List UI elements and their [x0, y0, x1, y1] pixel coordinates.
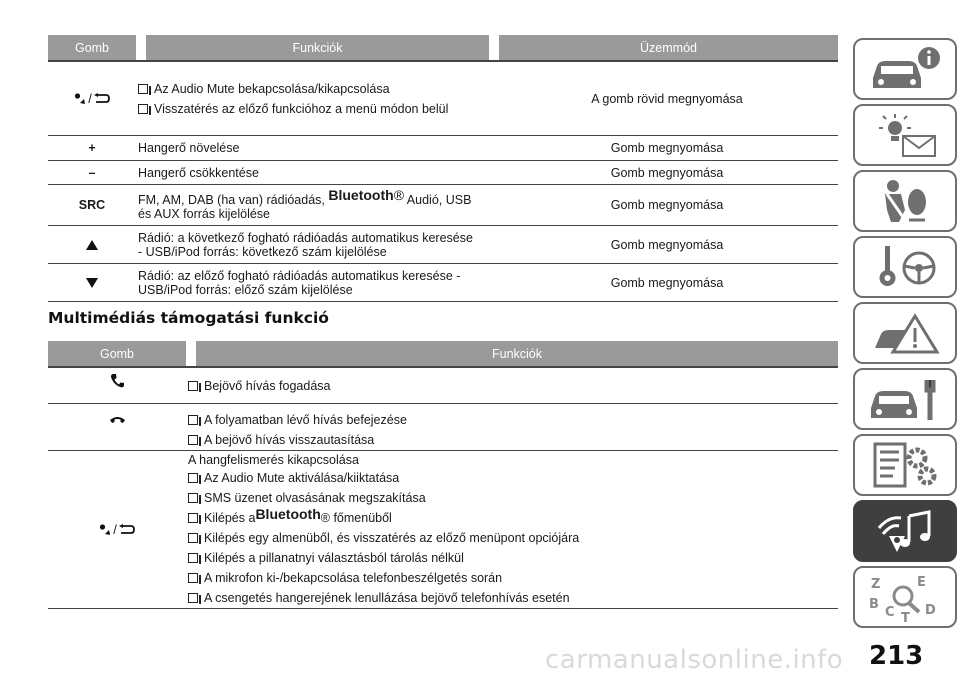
triangle-up-icon — [86, 240, 98, 250]
button-cell — [48, 91, 136, 106]
key-steering-wheel-icon — [865, 242, 945, 292]
bullet-box — [188, 493, 198, 503]
function-cell: Rádió: a következő fogható rádióadás automatikus keresése - USB/iPod forrás: következő szám kijelölése — [138, 230, 473, 259]
header-gomb: Gomb — [48, 341, 186, 366]
plus-button-label: + — [88, 141, 96, 155]
bullet-box — [188, 415, 198, 425]
table-row — [48, 185, 838, 226]
table-row — [48, 451, 838, 609]
list-item: A folyamatban lévő hívás befejezése — [188, 410, 838, 430]
list-item: A csengetés hangerejének lenullázása bejövő telefonhívás esetén — [188, 588, 838, 608]
mode-cell: Gomb megnyomása — [610, 141, 724, 155]
mode-cell: Gomb megnyomása — [610, 237, 724, 252]
index-letter-e: E — [917, 575, 926, 590]
header-gomb: Gomb — [48, 35, 136, 60]
header-uzemmod: Üzemmód — [499, 35, 838, 60]
button-cell — [48, 404, 186, 424]
table-row — [48, 60, 838, 136]
list-item: Az Audio Mute aktiválása/kiiktatása — [188, 468, 838, 488]
table-row — [48, 161, 838, 185]
function-cell: Hangerő növelése — [138, 141, 240, 155]
nav-technical-data[interactable] — [853, 434, 957, 496]
function-cell — [186, 368, 838, 396]
nav-starting-driving[interactable] — [853, 236, 957, 298]
function-cell — [136, 79, 496, 119]
nav-safety[interactable] — [853, 170, 957, 232]
multimedia-table — [48, 341, 838, 609]
slash-text: / — [88, 91, 92, 106]
watermark: carmanualsonline.info — [545, 645, 844, 675]
buttons-table — [48, 35, 838, 302]
voice-back-symbol — [99, 522, 135, 537]
specs-gears-icon — [865, 440, 945, 490]
list-item: Kilépés egy almenüből, és visszatérés az előző menüpont opciójára — [188, 528, 838, 548]
bullet-box — [188, 593, 198, 603]
src-button-label: SRC — [78, 198, 106, 212]
voice-icon — [99, 523, 111, 536]
back-arrow-icon — [119, 524, 135, 535]
header-funkciok: Funkciók — [196, 341, 838, 366]
table-row — [48, 136, 838, 161]
bullet-box — [188, 513, 198, 523]
header-funkciok: Funkciók — [146, 35, 489, 60]
list-item: Kilépés a pillanatnyi választásból tárolás nélkül — [188, 548, 838, 568]
bullet-box — [188, 573, 198, 583]
bullet-box — [188, 381, 198, 391]
section-title: Multimédiás támogatási funkció — [48, 309, 329, 327]
car-service-icon — [865, 374, 945, 424]
triangle-down-icon — [86, 278, 98, 288]
list-item: Visszatérés az előző funkcióhoz a menü módon belül — [138, 99, 496, 119]
nav-index[interactable] — [853, 566, 957, 628]
index-alphabet-icon — [865, 572, 945, 622]
index-letter-b: B — [869, 597, 879, 612]
bullet-box — [138, 84, 148, 94]
button-cell — [48, 240, 136, 250]
bullet-box — [188, 553, 198, 563]
voice-icon — [74, 92, 86, 105]
nav-warning-lights[interactable] — [853, 104, 957, 166]
mode-cell: A gomb rövid megnyomása — [591, 91, 743, 106]
table-header — [48, 341, 838, 366]
bullet-box — [188, 473, 198, 483]
function-cell — [186, 404, 838, 450]
warning-light-mail-icon — [865, 110, 945, 160]
nav-emergency[interactable] — [853, 302, 957, 364]
list-item: Az Audio Mute bekapcsolása/kikapcsolása — [138, 79, 496, 99]
car-info-icon — [865, 44, 945, 94]
index-letter-t: T — [901, 611, 910, 622]
phone-answer-icon — [111, 374, 124, 388]
bullet-box — [138, 104, 148, 114]
table-row — [48, 366, 838, 404]
nav-multimedia[interactable] — [853, 500, 957, 562]
index-letter-d: D — [925, 603, 936, 618]
function-cell: FM, AM, DAB (ha van) rádióadás, Bluetooth® Audió, USB és AUX forrás kijelölése — [138, 187, 472, 221]
mode-cell: Gomb megnyomása — [610, 275, 724, 290]
bullet-box — [188, 435, 198, 445]
slash-text: / — [113, 522, 117, 537]
button-cell — [48, 368, 186, 388]
list-item: SMS üzenet olvasásának megszakítása — [188, 488, 838, 508]
airbag-seatbelt-icon — [865, 176, 945, 226]
list-item: A mikrofon ki-/bekapcsolása telefonbeszélgetés során — [188, 568, 838, 588]
nav-car-info[interactable] — [853, 38, 957, 100]
phone-hangup-icon — [110, 416, 125, 424]
list-item: Kilépés a Bluetooth ® főmenüből — [188, 508, 838, 528]
page-number: 213 — [869, 641, 924, 671]
table-row — [48, 404, 838, 451]
index-letter-z: Z — [871, 577, 881, 592]
list-item: Bejövő hívás fogadása — [188, 376, 838, 396]
button-cell — [48, 278, 136, 288]
breakdown-triangle-icon — [865, 308, 945, 358]
bullet-box — [188, 533, 198, 543]
table-row — [48, 226, 838, 264]
mute-back-symbol — [74, 91, 110, 106]
function-cell: Hangerő csökkentése — [138, 165, 259, 180]
index-letter-c: C — [885, 605, 895, 620]
nav-maintenance[interactable] — [853, 368, 957, 430]
mode-cell: Gomb megnyomása — [610, 198, 724, 212]
button-cell — [48, 522, 186, 537]
minus-button-label: – — [88, 165, 96, 180]
back-arrow-icon — [94, 93, 110, 104]
table-header — [48, 35, 838, 60]
function-cell: A hangfelismerés kikapcsolása Az Audio Mute aktiválása/kiiktatása SMS üzenet olvasásának megszakítása Kilépés a Bluetooth ® főmenüből Kilépés egy almenüből, és visszatérés az előző menüpont opciójára Kilépés a pillanatnyi választásból tárolás nélkül A mikrofon ki-/bekapcsolása telefonbeszélgetés során A csengetés hangerejének lenullázása bejövő telefonhívás esetén — [186, 452, 838, 608]
mode-cell: Gomb megnyomása — [610, 165, 724, 180]
list-item: A bejövő hívás visszautasítása — [188, 430, 838, 450]
multimedia-icon — [865, 506, 945, 556]
table-row — [48, 264, 838, 302]
function-cell: Rádió: az előző fogható rádióadás automatikus keresése - USB/iPod forrás: előző szám kijelölése — [138, 268, 461, 297]
